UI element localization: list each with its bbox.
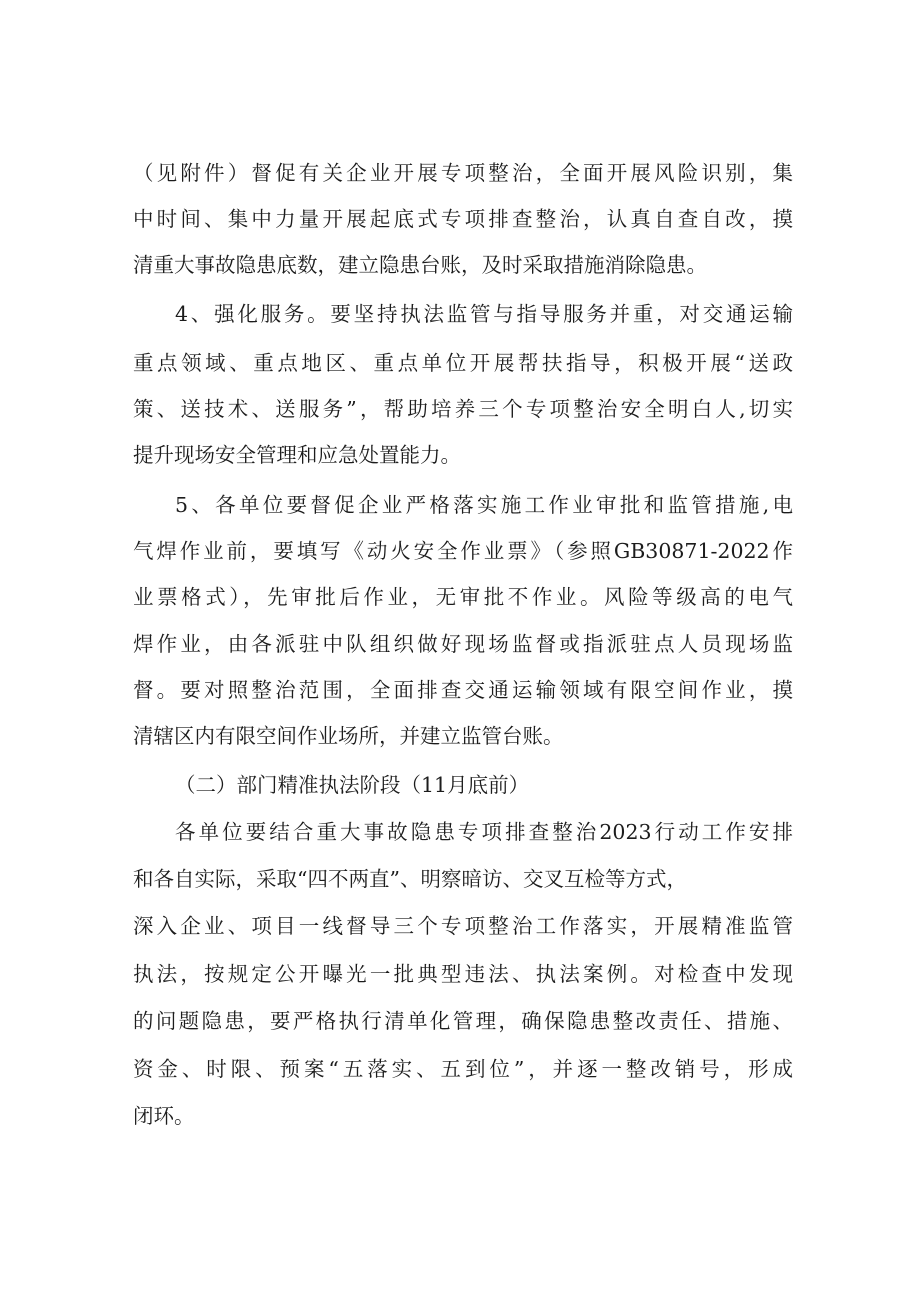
text-line: 中时间、集中力量开展起底式专项排查整治，认真自查自改，摸: [133, 207, 793, 231]
text-line: 提升现场安全管理和应急处置能力。: [133, 443, 461, 467]
text-line: 清重大事故隐患底数，建立隐患台账，及时采取措施消除隐患。: [133, 253, 707, 277]
text-line: 业票格式），先审批后作业，无审批不作业。风险等级高的电气: [133, 585, 793, 609]
text-line: 资金、时限、预案“五落实、五到位”，并逐一整改销号，形成: [133, 1057, 793, 1081]
text-line: （见附件）督促有关企业开展专项整治，全面开展风险识别，集: [133, 161, 793, 185]
text-line: 焊作业，由各派驻中队组织做好现场监督或指派驻点人员现场监: [133, 632, 793, 656]
text-line: 策、送技术、送服务”，帮助培养三个专项整治安全明白人,切实: [133, 397, 793, 421]
text-line: 气焊作业前，要填写《动火安全作业票》（参照GB30871-2022作: [133, 539, 793, 563]
text-line: 督。要对照整治范围，全面排查交通运输领域有限空间作业，摸: [133, 678, 793, 702]
text-line: 闭环。: [133, 1104, 195, 1128]
text-line: 深入企业、项目一线督导三个专项整治工作落实，开展精准监管: [133, 914, 793, 938]
text-line: 执法，按规定公开曝光一批典型违法、执法案例。对检查中发现: [133, 962, 793, 986]
text-line: 5、各单位要督促企业严格落实施工作业审批和监管措施,电: [175, 493, 793, 517]
section-heading: （二）部门精准执法阶段（11月底前）: [175, 773, 530, 797]
text-line: 和各自实际，采取“四不两直”、明察暗访、交叉互检等方式，: [133, 867, 687, 891]
text-line: 的问题隐患，要严格执行清单化管理，确保隐患整改责任、措施、: [133, 1009, 793, 1033]
text-line: 4、强化服务。要坚持执法监管与指导服务并重，对交通运输: [175, 302, 793, 326]
text-line: 重点领域、重点地区、重点单位开展帮扶指导，积极开展“送政: [133, 351, 793, 375]
text-line: 清辖区内有限空间作业场所，并建立监管台账。: [133, 724, 564, 748]
text-line: 各单位要结合重大事故隐患专项排查整治2023行动工作安排: [175, 820, 793, 844]
